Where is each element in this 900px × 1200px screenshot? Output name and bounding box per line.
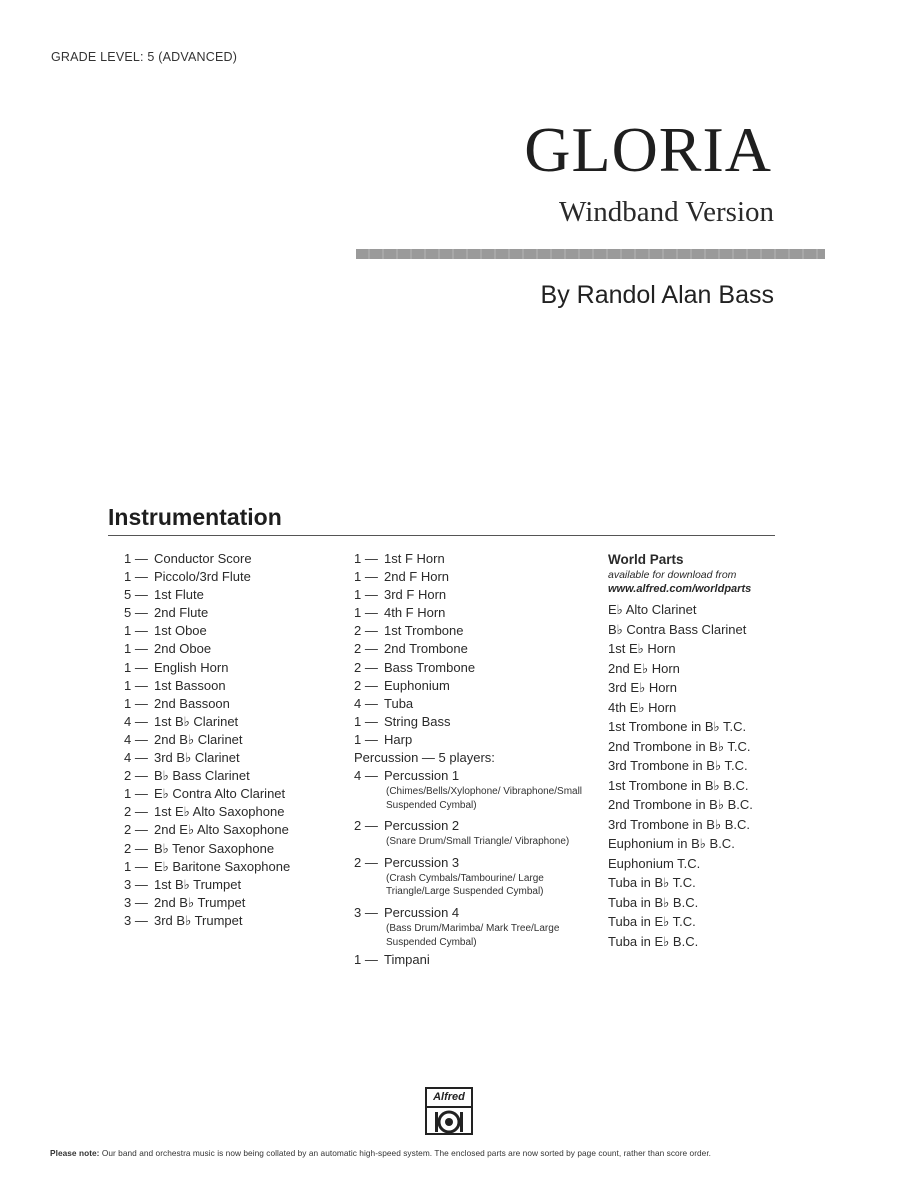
instrument-qty: 1 — [124,569,148,585]
percussion-detail: (Chimes/Bells/Xylophone/ Vibraphone/Small Suspended Cymbal) [386,786,583,811]
instrument-name: 2nd Trombone [384,641,468,657]
instrument-qty: 2 — [124,768,148,784]
instrument-qty: 4 — [124,750,148,766]
instrument-name: Tuba [384,695,414,711]
world-part-item: 3rd Trombone in B♭ B.C. [608,816,750,832]
world-part-item: Euphonium in B♭ B.C. [608,836,735,851]
instrument-qty: 4 — [124,731,148,747]
grade-level: GRADE LEVEL: 5 (ADVANCED) [51,50,238,64]
instrument-qty: 2 — [354,677,378,693]
world-part-item: 2nd Trombone in B♭ B.C. [608,797,753,812]
instrument-qty: 2 — [354,818,378,834]
instrument-name: 3rd B♭ Trumpet [154,912,243,928]
instrument-qty: 3 — [124,912,148,928]
instrument-name: Timpani [384,952,430,967]
instrument-qty: 1 — [354,731,378,747]
instrument-name: 3rd F Horn [384,587,447,603]
alfred-logo-mark-icon [431,1110,467,1134]
alfred-logo-text: Alfred [427,1089,471,1108]
instrument-row [354,677,586,695]
world-parts-link[interactable]: www.alfred.com/worldparts [608,583,752,595]
instrument-row [124,640,290,658]
collation-note [50,1148,850,1158]
instrument-row [124,695,290,713]
instrument-name: 4th F Horn [384,605,446,621]
instrument-qty: 3 — [354,904,378,920]
instrument-name: 1st Flute [154,587,204,603]
instrument-row [354,568,586,586]
instrument-list-column-2 [354,550,586,969]
instrument-qty: 1 — [354,551,378,566]
instrument-name: Bass Trombone [384,659,476,675]
instrument-name: 2nd Flute [154,605,209,621]
instrument-name: 3rd B♭ Clarinet [154,750,240,766]
world-part-item: 2nd E♭ Horn [608,660,680,676]
instrument-qty: 3 — [124,876,148,892]
instrument-qty: 2 — [354,659,378,675]
instrument-qty: 1 — [354,569,378,585]
instrument-qty: 3 — [124,894,148,910]
instrument-row [124,876,290,894]
collation-note-text: Our band and orchestra music is now being collated by an automatic high-speed system. The enclosed parts are now sorted by page count, rather than score order. [101,1148,712,1158]
instrument-row [124,713,290,731]
instrument-name: Harp [384,731,413,747]
world-part-item: 3rd E♭ Horn [608,680,677,695]
instrument-name: E♭ Contra Alto Clarinet [154,786,286,802]
instrument-row [124,677,290,695]
world-parts-subtitle: available for download from [608,569,737,581]
world-part-item: B♭ Contra Bass Clarinet [608,621,747,637]
instrument-row [124,550,290,568]
instrument-qty: 1 — [354,952,378,967]
percussion-detail: (Snare Drum/Small Triangle/ Vibraphone) [386,836,570,848]
instrument-name: Percussion 2 [384,818,460,834]
instrument-qty: 1 — [124,786,148,802]
world-part-item: 3rd Trombone in B♭ T.C. [608,758,748,773]
instrument-row [124,622,290,640]
instrument-qty: 5 — [124,605,148,621]
title-divider-bar [356,249,825,259]
instrument-name: String Bass [384,713,451,729]
world-parts-title: World Parts [608,552,684,567]
instrument-qty: 1 — [124,858,148,874]
instrument-qty: 2 — [354,641,378,657]
instrument-qty: 2 — [124,804,148,820]
instrument-row [354,731,586,749]
world-part-item: 4th E♭ Horn [608,699,677,715]
instrument-row [124,840,290,858]
percussion-detail: (Crash Cymbals/Tambourine/ Large Triangle/Large Suspended Cymbal) [386,872,544,898]
instrument-name: Conductor Score [154,551,252,566]
instrument-row [354,622,586,640]
instrument-row [124,604,290,622]
instrument-row [354,713,586,731]
instrument-name: 1st B♭ Clarinet [154,713,239,729]
instrument-list-column-1 [124,550,290,930]
world-parts-column [608,550,753,951]
instrument-qty: 2 — [124,840,148,856]
instrument-qty: 1 — [354,587,378,603]
world-part-item: 1st Trombone in B♭ T.C. [608,719,747,734]
instrument-qty: 1 — [124,623,148,639]
instrument-row [354,640,586,658]
alfred-logo [425,1087,473,1135]
instrument-qty: 2 — [124,822,148,838]
instrument-name: 1st F Horn [384,551,445,566]
percussion-detail: (Bass Drum/Marimba/ Mark Tree/Large Suspended Cymbal) [386,923,560,948]
instrument-row [124,858,290,876]
percussion-row [354,767,586,785]
instrument-row [354,695,586,713]
instrument-row [124,821,290,839]
instrument-name: 2nd Oboe [154,641,212,657]
world-part-item: Tuba in B♭ T.C. [608,875,696,890]
instrument-qty: 1 — [124,551,148,566]
instrument-name: Piccolo/3rd Flute [154,569,251,585]
instrument-row [354,586,586,604]
instrument-qty: 4 — [354,768,378,784]
instrument-qty: 1 — [124,695,148,711]
percussion-row [354,854,586,872]
instrument-row [124,803,290,821]
instrument-row-timpani [354,951,586,969]
instrument-name: Euphonium [384,677,450,693]
instrument-row [354,604,586,622]
instrument-name: 2nd E♭ Alto Saxophone [154,822,289,838]
percussion-row [354,817,586,835]
instrument-row [124,659,290,677]
world-part-item: E♭ Alto Clarinet [608,602,697,617]
percussion-heading: Percussion — 5 players: [354,750,495,766]
instrument-row [124,785,290,803]
instrument-row [124,586,290,604]
instrument-row [124,568,290,586]
instrument-qty: 2 — [354,854,378,870]
world-part-item: Tuba in B♭ B.C. [608,894,699,910]
instrument-qty: 2 — [354,623,378,639]
instrument-name: Percussion 3 [384,854,460,870]
instrument-qty: 1 — [124,677,148,693]
instrument-row [124,912,290,930]
instrument-name: 1st E♭ Alto Saxophone [154,804,285,820]
world-part-item: 1st Trombone in B♭ B.C. [608,777,749,793]
instrument-row [124,894,290,912]
instrument-name: E♭ Baritone Saxophone [154,858,291,874]
instrument-qty: 5 — [124,587,148,603]
instrument-qty: 1 — [354,713,378,729]
instrument-name: Percussion 4 [384,904,460,920]
instrumentation-heading: Instrumentation [108,504,282,530]
instrument-row [354,659,586,677]
instrument-row [124,767,290,785]
instrument-qty: 4 — [354,695,378,711]
subtitle: Windband Version [559,196,774,228]
instrument-row [124,749,290,767]
instrumentation-rule [108,535,775,536]
instrument-name: 1st Oboe [154,623,207,639]
composer-byline: By Randol Alan Bass [540,281,774,309]
percussion-row [354,904,586,922]
instrument-name: 2nd Bassoon [154,695,230,711]
instrument-qty: 1 — [124,641,148,657]
collation-note-label: Please note: [50,1148,100,1158]
instrument-name: 2nd B♭ Clarinet [154,731,243,747]
instrument-name: English Horn [154,659,229,675]
world-part-item: 2nd Trombone in B♭ T.C. [608,738,751,754]
world-part-item: 1st E♭ Horn [608,641,676,656]
instrument-name: B♭ Bass Clarinet [154,768,250,784]
instrument-row [124,731,290,749]
world-part-item: Tuba in E♭ B.C. [608,933,699,949]
instrument-row [354,550,586,568]
instrument-qty: 1 — [354,605,378,621]
instrument-qty: 1 — [124,659,148,675]
instrument-name: 1st B♭ Trumpet [154,876,242,892]
instrument-name: 2nd B♭ Trumpet [154,894,246,910]
instrument-qty: 4 — [124,713,148,729]
world-part-item: Tuba in E♭ T.C. [608,914,696,929]
instrument-name: 2nd F Horn [384,569,450,585]
page-title: GLORIA [524,114,772,185]
instrument-name: 1st Trombone [384,623,464,639]
instrument-name: 1st Bassoon [154,677,226,693]
instrument-name: Percussion 1 [384,768,460,784]
instrument-name: B♭ Tenor Saxophone [154,840,275,856]
world-part-item: Euphonium T.C. [608,855,701,871]
